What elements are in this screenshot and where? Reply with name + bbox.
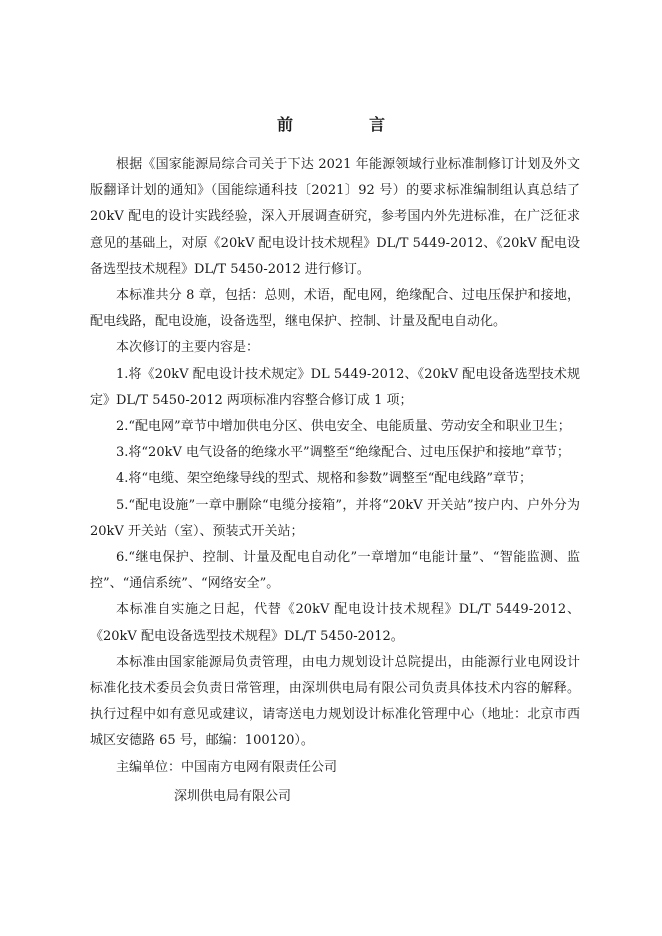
paragraph-replacement: 本标准自实施之日起，代替《20kV 配电设计技术规程》DL/T 5449-2012、《20kV 配电设备选型技术规程》DL/T 5450-2012。 — [90, 602, 580, 644]
paragraph-revision-intro: 本次修订的主要内容是： — [116, 340, 260, 356]
revision-item-3: 3.将“20kV 电气设备的绝缘水平”调整至“绝缘配合、过电压保护和接地”章节； — [116, 445, 570, 461]
revision-item-4: 4.将“电缆、架空绝缘导线的型式、规格和参数”调整至“配电线路”章节； — [116, 471, 532, 487]
revision-item-5: 5.“配电设施”一章中删除“电缆分接箱”，并将“20kV 开关站”按户内、户外分为 20kV 开关站（室）、预装式开关站； — [90, 497, 580, 539]
paragraph-chapters: 本标准共分 8 章，包括：总则，术语，配电网，绝缘配合、过电压保护和接地，配电线路，配电设施，设备选型，继电保护、控制、计量及配电自动化。 — [90, 288, 580, 330]
revision-item-6: 6.“继电保护、控制、计量及配电自动化”一章增加“电能计量”、“智能监测、监控”、“通信系统”、“网络安全”。 — [90, 550, 580, 592]
editor-unit: 主编单位：中国南方电网有限责任公司 — [116, 759, 338, 775]
editor-unit-2: 深圳供电局有限公司 — [174, 788, 292, 804]
document-body — [90, 152, 580, 810]
paragraph-basis: 根据《国家能源局综合司关于下达 2021 年能源领域行业标准制修订计划及外文版翻译计划的通知》（国能综通科技〔2021〕92 号）的要求标准编制组认真总结了 20kV 配电的设计实践经验，深入开展调查研究，参考国内外先进标准，在广泛征求意见的基础上，对原《20kV 配电设计技术规程》DL/T 5449-2012、《20kV 配电设备选型技术规程》DL/T 5450-2012 进行修订。 — [90, 157, 580, 277]
revision-item-2: 2.“配电网”章节中增加供电分区、供电安全、电能质量、劳动安全和职业卫生； — [116, 419, 571, 435]
page-title: 前 言 — [276, 115, 415, 134]
revision-item-1: 1.将《20kV 配电设计技术规定》DL 5449-2012、《20kV 配电设备选型技术规定》DL/T 5450-2012 两项标准内容整合修订成 1 项； — [90, 366, 580, 408]
paragraph-management: 本标准由国家能源局负责管理，由电力规划设计总院提出，由能源行业电网设计标准化技术委员会负责日常管理，由深圳供电局有限公司负责具体技术内容的解释。执行过程中如有意见或建议，请寄送电力规划设计标准化管理中心（地址：北京市西城区安德路 65 号，邮编：100120）。 — [90, 654, 580, 749]
